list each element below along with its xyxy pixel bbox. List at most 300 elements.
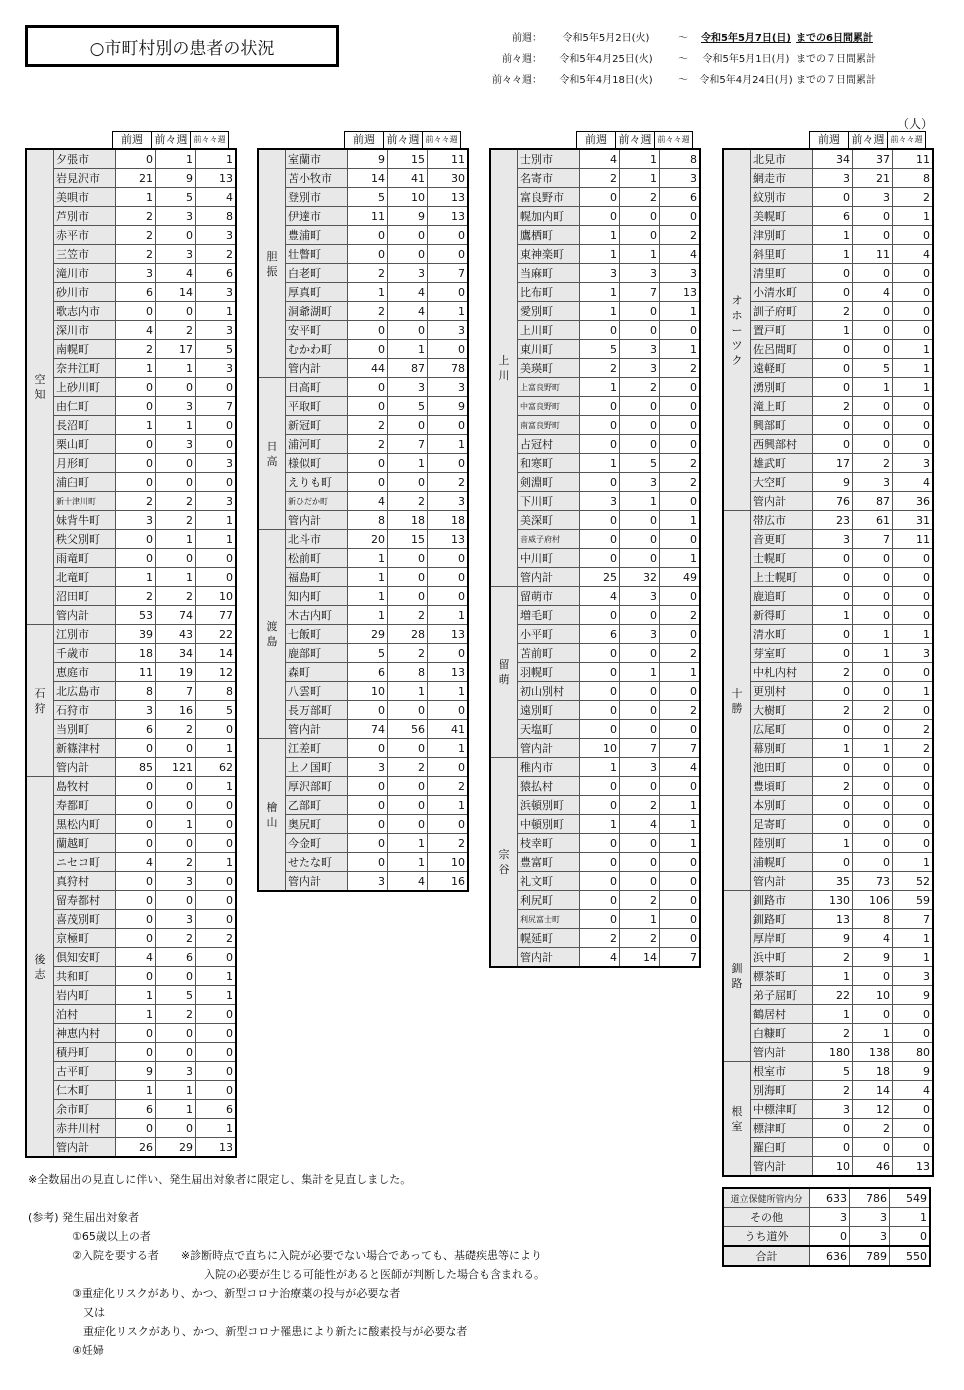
count-cell: 0 bbox=[853, 587, 893, 606]
count-cell: 1 bbox=[580, 758, 620, 777]
table-row bbox=[490, 340, 700, 359]
table-row bbox=[26, 416, 236, 435]
count-cell: 2 bbox=[156, 511, 196, 530]
count-cell: 0 bbox=[116, 397, 156, 416]
count-cell: 0 bbox=[428, 283, 469, 302]
count-cell: 1 bbox=[196, 1119, 237, 1138]
count-cell: 4 bbox=[116, 321, 156, 340]
count-cell: 2 bbox=[580, 359, 620, 378]
municipality-name: 津別町 bbox=[751, 226, 813, 245]
table-row bbox=[723, 511, 933, 530]
table-row bbox=[258, 207, 468, 226]
count-cell: 1 bbox=[156, 149, 196, 169]
table-row bbox=[258, 853, 468, 872]
count-cell: 0 bbox=[580, 207, 620, 226]
table-row bbox=[490, 587, 700, 606]
table-row bbox=[723, 149, 933, 169]
count-cell: 0 bbox=[853, 397, 893, 416]
table-row bbox=[26, 1043, 236, 1062]
region-char: 知 bbox=[34, 388, 46, 401]
period-to: 令和5年5月1日(月) bbox=[702, 54, 790, 65]
note-line: ①65歳以上の者 bbox=[28, 1230, 151, 1243]
municipality-name: 清水町 bbox=[751, 625, 813, 644]
table-row bbox=[723, 416, 933, 435]
region-char: 高 bbox=[266, 454, 278, 468]
table-row bbox=[258, 264, 468, 283]
count-cell: 5 bbox=[196, 701, 237, 720]
count-cell: 0 bbox=[428, 701, 469, 720]
count-cell: 0 bbox=[388, 815, 428, 834]
count-cell: 0 bbox=[660, 587, 701, 606]
table-row bbox=[723, 454, 933, 473]
table-row bbox=[723, 986, 933, 1005]
period-from: 令和5年5月2日(火) bbox=[562, 33, 650, 44]
count-cell: 0 bbox=[388, 701, 428, 720]
table-row bbox=[258, 587, 468, 606]
count-cell: 0 bbox=[156, 834, 196, 853]
municipality-name: 喜茂別町 bbox=[54, 910, 116, 929]
count-cell: 0 bbox=[196, 1062, 237, 1081]
municipality-name: 蘭越町 bbox=[54, 834, 116, 853]
note-line: ※全数届出の見直しに伴い、発生届出対象者に限定し、集計を見直しました。 bbox=[28, 1173, 412, 1186]
table-row bbox=[490, 321, 700, 340]
region-char: 勝 bbox=[731, 701, 743, 715]
table-row bbox=[490, 397, 700, 416]
count-cell: 3 bbox=[620, 359, 660, 378]
count-cell: 2 bbox=[116, 207, 156, 226]
count-cell: 12 bbox=[853, 1100, 893, 1119]
municipality-name: 東川町 bbox=[518, 340, 580, 359]
count-cell: 3 bbox=[428, 492, 469, 511]
table-row bbox=[490, 435, 700, 454]
table-row bbox=[490, 207, 700, 226]
municipality-name: 仁木町 bbox=[54, 1081, 116, 1100]
count-cell: 0 bbox=[196, 549, 237, 568]
count-cell: 0 bbox=[660, 207, 701, 226]
count-cell: 2 bbox=[116, 587, 156, 606]
summary-cell: 786 bbox=[850, 1188, 890, 1208]
count-cell: 0 bbox=[116, 834, 156, 853]
unit-label: （人） bbox=[897, 117, 934, 131]
period-row bbox=[480, 28, 896, 49]
count-cell: 0 bbox=[853, 264, 893, 283]
table-header bbox=[25, 131, 237, 148]
count-cell: 0 bbox=[893, 283, 934, 302]
count-cell: 1 bbox=[580, 815, 620, 834]
count-cell: 0 bbox=[196, 568, 237, 587]
count-cell: 0 bbox=[116, 777, 156, 796]
count-cell: 0 bbox=[348, 245, 388, 264]
count-cell: 0 bbox=[388, 416, 428, 435]
count-cell: 0 bbox=[580, 549, 620, 568]
count-cell: 5 bbox=[348, 644, 388, 663]
count-cell: 1 bbox=[660, 815, 701, 834]
count-cell: 3 bbox=[348, 758, 388, 777]
count-cell: 1 bbox=[893, 625, 934, 644]
municipality-name: 清里町 bbox=[751, 264, 813, 283]
municipality-name: 利尻町 bbox=[518, 891, 580, 910]
count-cell: 0 bbox=[620, 872, 660, 891]
subtotal-cell: 76 bbox=[813, 492, 853, 511]
count-cell: 3 bbox=[580, 492, 620, 511]
count-cell: 1 bbox=[156, 568, 196, 587]
subtotal-cell: 7 bbox=[620, 739, 660, 758]
table-row bbox=[26, 492, 236, 511]
municipality-name: 安平町 bbox=[286, 321, 348, 340]
count-cell: 13 bbox=[428, 530, 469, 549]
count-cell: 0 bbox=[196, 1043, 237, 1062]
table-row bbox=[26, 1100, 236, 1119]
municipality-name: 名寄市 bbox=[518, 169, 580, 188]
note-line: 重症化リスクがあり、かつ、新型コロナ罹患により新たに酸素投与が必要な者 bbox=[28, 1325, 468, 1338]
municipality-name: 芦別市 bbox=[54, 207, 116, 226]
count-cell: 2 bbox=[156, 321, 196, 340]
count-cell: 0 bbox=[813, 625, 853, 644]
summary-cell: 636 bbox=[810, 1246, 850, 1266]
count-cell: 0 bbox=[196, 910, 237, 929]
count-cell: 1 bbox=[156, 1081, 196, 1100]
region-char: 萌 bbox=[498, 673, 510, 686]
count-cell: 0 bbox=[428, 245, 469, 264]
table-row bbox=[723, 1100, 933, 1119]
municipality-name: 三笠市 bbox=[54, 245, 116, 264]
period-from: 令和5年4月18日(火) bbox=[559, 75, 653, 86]
subtotal-row bbox=[258, 511, 468, 530]
count-cell: 1 bbox=[580, 283, 620, 302]
period-label: 前週： bbox=[512, 33, 542, 44]
count-cell: 1 bbox=[893, 340, 934, 359]
subtotal-label: 管内計 bbox=[518, 568, 580, 587]
count-cell: 0 bbox=[116, 967, 156, 986]
table-row bbox=[490, 853, 700, 872]
count-cell: 3 bbox=[893, 644, 934, 663]
table-row bbox=[26, 1081, 236, 1100]
count-cell: 3 bbox=[893, 967, 934, 986]
table-row bbox=[723, 929, 933, 948]
municipality-name: 和寒町 bbox=[518, 454, 580, 473]
count-cell: 0 bbox=[893, 264, 934, 283]
count-cell: 0 bbox=[116, 473, 156, 492]
municipality-name: 松前町 bbox=[286, 549, 348, 568]
municipality-name: 新十津川町 bbox=[54, 492, 116, 511]
count-cell: 13 bbox=[196, 169, 237, 188]
table-header bbox=[722, 131, 934, 148]
count-cell: 2 bbox=[813, 302, 853, 321]
municipality-name: 砂川市 bbox=[54, 283, 116, 302]
table-row bbox=[723, 226, 933, 245]
count-cell: 0 bbox=[156, 549, 196, 568]
municipality-name: 置戸町 bbox=[751, 321, 813, 340]
count-cell: 29 bbox=[348, 625, 388, 644]
table-row bbox=[723, 302, 933, 321]
count-cell: 0 bbox=[196, 834, 237, 853]
count-cell: 0 bbox=[620, 549, 660, 568]
subtotal-label: 管内計 bbox=[751, 1043, 813, 1062]
table-row bbox=[723, 397, 933, 416]
municipality-name: 江別市 bbox=[54, 625, 116, 644]
municipality-name: 釧路市 bbox=[751, 891, 813, 910]
count-cell: 0 bbox=[620, 682, 660, 701]
count-cell: 1 bbox=[620, 245, 660, 264]
count-cell: 4 bbox=[348, 492, 388, 511]
table-row bbox=[723, 910, 933, 929]
count-cell: 0 bbox=[428, 454, 469, 473]
region-char: 石 bbox=[34, 686, 46, 700]
region-label bbox=[723, 1062, 751, 1177]
count-cell: 11 bbox=[348, 207, 388, 226]
table-column-2 bbox=[257, 131, 469, 892]
count-cell: 1 bbox=[196, 739, 237, 758]
table-row bbox=[490, 815, 700, 834]
count-cell: 1 bbox=[893, 929, 934, 948]
subtotal-cell: 74 bbox=[156, 606, 196, 625]
count-cell: 3 bbox=[196, 226, 237, 245]
municipality-name: 鶴居村 bbox=[751, 1005, 813, 1024]
subtotal-label: 管内計 bbox=[286, 511, 348, 530]
count-cell: 2 bbox=[348, 302, 388, 321]
municipality-name: 真狩村 bbox=[54, 872, 116, 891]
count-cell: 0 bbox=[116, 872, 156, 891]
count-cell: 1 bbox=[428, 796, 469, 815]
table-row bbox=[490, 910, 700, 929]
municipality-name: 江差町 bbox=[286, 739, 348, 758]
count-cell: 0 bbox=[813, 549, 853, 568]
count-cell: 0 bbox=[660, 625, 701, 644]
count-cell: 3 bbox=[156, 872, 196, 891]
count-cell: 1 bbox=[853, 644, 893, 663]
region-char: 留 bbox=[498, 658, 510, 671]
municipality-name: 豊富町 bbox=[518, 853, 580, 872]
count-cell: 0 bbox=[580, 891, 620, 910]
table-row bbox=[26, 473, 236, 492]
table-row bbox=[490, 245, 700, 264]
count-cell: 18 bbox=[116, 644, 156, 663]
count-cell: 0 bbox=[893, 1005, 934, 1024]
count-cell: 13 bbox=[428, 188, 469, 207]
table-row bbox=[723, 701, 933, 720]
count-cell: 0 bbox=[388, 245, 428, 264]
municipality-name: 雨竜町 bbox=[54, 549, 116, 568]
table-column-4 bbox=[722, 131, 934, 1177]
count-cell: 0 bbox=[813, 378, 853, 397]
count-cell: 4 bbox=[580, 149, 620, 169]
municipality-name: 本別町 bbox=[751, 796, 813, 815]
count-cell: 0 bbox=[156, 739, 196, 758]
table-row bbox=[723, 948, 933, 967]
count-cell: 0 bbox=[620, 207, 660, 226]
count-cell: 0 bbox=[660, 492, 701, 511]
count-cell: 1 bbox=[156, 815, 196, 834]
count-cell: 7 bbox=[853, 530, 893, 549]
count-cell: 4 bbox=[893, 1081, 934, 1100]
table-row bbox=[26, 340, 236, 359]
count-cell: 22 bbox=[813, 986, 853, 1005]
count-cell: 3 bbox=[196, 283, 237, 302]
region-label bbox=[723, 149, 751, 511]
count-cell: 2 bbox=[620, 929, 660, 948]
table-row bbox=[723, 815, 933, 834]
table-row bbox=[723, 378, 933, 397]
table-row bbox=[723, 606, 933, 625]
municipality-name: 寿都町 bbox=[54, 796, 116, 815]
count-cell: 0 bbox=[660, 321, 701, 340]
count-cell: 1 bbox=[428, 739, 469, 758]
region-label bbox=[26, 625, 54, 777]
count-cell: 10 bbox=[348, 682, 388, 701]
count-cell: 3 bbox=[853, 473, 893, 492]
count-cell: 5 bbox=[156, 986, 196, 1005]
count-cell: 0 bbox=[580, 777, 620, 796]
region-table bbox=[25, 148, 237, 1158]
subtotal-row bbox=[723, 872, 933, 891]
subtotal-cell: 77 bbox=[196, 606, 237, 625]
count-cell: 0 bbox=[853, 834, 893, 853]
subtotal-cell: 49 bbox=[660, 568, 701, 587]
summary-label: 道立保健所管内分 bbox=[723, 1188, 810, 1208]
table-row bbox=[26, 264, 236, 283]
count-cell: 1 bbox=[620, 663, 660, 682]
count-cell: 0 bbox=[116, 929, 156, 948]
count-cell: 0 bbox=[196, 891, 237, 910]
municipality-name: 苫小牧市 bbox=[286, 169, 348, 188]
municipality-name: 留寿都村 bbox=[54, 891, 116, 910]
region-label bbox=[258, 149, 286, 378]
municipality-name: 標津町 bbox=[751, 1119, 813, 1138]
region-table bbox=[257, 148, 469, 892]
municipality-name: 佐呂間町 bbox=[751, 340, 813, 359]
municipality-name: 別海町 bbox=[751, 1081, 813, 1100]
table-row bbox=[26, 625, 236, 644]
summary-table bbox=[722, 1187, 931, 1267]
count-cell: 21 bbox=[853, 169, 893, 188]
count-cell: 4 bbox=[620, 815, 660, 834]
table-row bbox=[723, 834, 933, 853]
municipality-name: 初山別村 bbox=[518, 682, 580, 701]
count-cell: 3 bbox=[620, 473, 660, 492]
count-cell: 0 bbox=[580, 416, 620, 435]
municipality-name: 由仁町 bbox=[54, 397, 116, 416]
summary-cell: 1 bbox=[890, 1208, 931, 1227]
period-label: 前々週： bbox=[502, 54, 542, 65]
municipality-name: 今金町 bbox=[286, 834, 348, 853]
count-cell: 10 bbox=[853, 986, 893, 1005]
count-cell: 3 bbox=[196, 492, 237, 511]
header-cell: 前々週 bbox=[151, 131, 190, 148]
region-char: ツ bbox=[731, 338, 743, 352]
municipality-name: 長沼町 bbox=[54, 416, 116, 435]
municipality-name: 幕別町 bbox=[751, 739, 813, 758]
count-cell: 3 bbox=[813, 530, 853, 549]
count-cell: 0 bbox=[156, 796, 196, 815]
municipality-name: 黒松内町 bbox=[54, 815, 116, 834]
count-cell: 0 bbox=[620, 644, 660, 663]
table-column-1 bbox=[25, 131, 237, 1158]
count-cell: 1 bbox=[156, 416, 196, 435]
count-cell: 0 bbox=[660, 720, 701, 739]
count-cell: 30 bbox=[428, 169, 469, 188]
table-row bbox=[258, 473, 468, 492]
table-row bbox=[258, 625, 468, 644]
count-cell: 2 bbox=[620, 188, 660, 207]
count-cell: 0 bbox=[853, 606, 893, 625]
notes bbox=[28, 1170, 545, 1360]
count-cell: 0 bbox=[620, 416, 660, 435]
count-cell: 9 bbox=[116, 1062, 156, 1081]
municipality-name: 遠軽町 bbox=[751, 359, 813, 378]
note-line: 又は bbox=[28, 1306, 105, 1319]
count-cell: 2 bbox=[388, 606, 428, 625]
municipality-name: 中札内村 bbox=[751, 663, 813, 682]
municipality-name: 白糠町 bbox=[751, 1024, 813, 1043]
count-cell: 13 bbox=[428, 625, 469, 644]
count-cell: 2 bbox=[116, 492, 156, 511]
subtotal-row bbox=[26, 606, 236, 625]
count-cell: 0 bbox=[893, 815, 934, 834]
subtotal-cell: 3 bbox=[348, 872, 388, 892]
municipality-name: 根室市 bbox=[751, 1062, 813, 1081]
count-cell: 9 bbox=[813, 929, 853, 948]
header-cell: 前々々週 bbox=[190, 131, 229, 148]
count-cell: 0 bbox=[196, 796, 237, 815]
count-cell: 2 bbox=[196, 929, 237, 948]
table-header bbox=[489, 131, 701, 148]
table-row bbox=[258, 568, 468, 587]
count-cell: 1 bbox=[893, 378, 934, 397]
count-cell: 0 bbox=[660, 435, 701, 454]
count-cell: 0 bbox=[580, 321, 620, 340]
count-cell: 14 bbox=[853, 1081, 893, 1100]
region-char: 路 bbox=[731, 977, 743, 990]
count-cell: 0 bbox=[660, 777, 701, 796]
count-cell: 0 bbox=[660, 872, 701, 891]
table-row bbox=[723, 340, 933, 359]
count-cell: 20 bbox=[348, 530, 388, 549]
count-cell: 1 bbox=[813, 245, 853, 264]
table-row bbox=[26, 986, 236, 1005]
count-cell: 28 bbox=[388, 625, 428, 644]
count-cell: 0 bbox=[853, 321, 893, 340]
summary-label: うち道外 bbox=[723, 1227, 810, 1247]
subtotal-cell: 87 bbox=[388, 359, 428, 378]
table-row bbox=[723, 644, 933, 663]
count-cell: 1 bbox=[813, 321, 853, 340]
table-row bbox=[723, 967, 933, 986]
count-cell: 0 bbox=[580, 872, 620, 891]
region-char: 志 bbox=[34, 967, 46, 981]
table-row bbox=[723, 530, 933, 549]
count-cell: 6 bbox=[116, 283, 156, 302]
table-row bbox=[490, 264, 700, 283]
note-line: (参考) 発生届出対象者 bbox=[28, 1211, 140, 1224]
note-line: 入院の必要が生じる可能性があると医師が判断した場合も含まれる。 bbox=[28, 1268, 545, 1281]
count-cell: 9 bbox=[388, 207, 428, 226]
subtotal-cell: 121 bbox=[156, 758, 196, 777]
count-cell: 1 bbox=[853, 1024, 893, 1043]
region-char: 狩 bbox=[34, 701, 46, 715]
count-cell: 0 bbox=[620, 606, 660, 625]
table-row bbox=[490, 169, 700, 188]
table-row bbox=[258, 188, 468, 207]
subtotal-cell: 56 bbox=[388, 720, 428, 739]
count-cell: 2 bbox=[813, 701, 853, 720]
count-cell: 2 bbox=[428, 777, 469, 796]
count-cell: 0 bbox=[580, 435, 620, 454]
municipality-name: 平取町 bbox=[286, 397, 348, 416]
table-row bbox=[26, 283, 236, 302]
count-cell: 0 bbox=[116, 454, 156, 473]
subtotal-row bbox=[26, 1138, 236, 1158]
header-cell: 前々週 bbox=[615, 131, 654, 148]
